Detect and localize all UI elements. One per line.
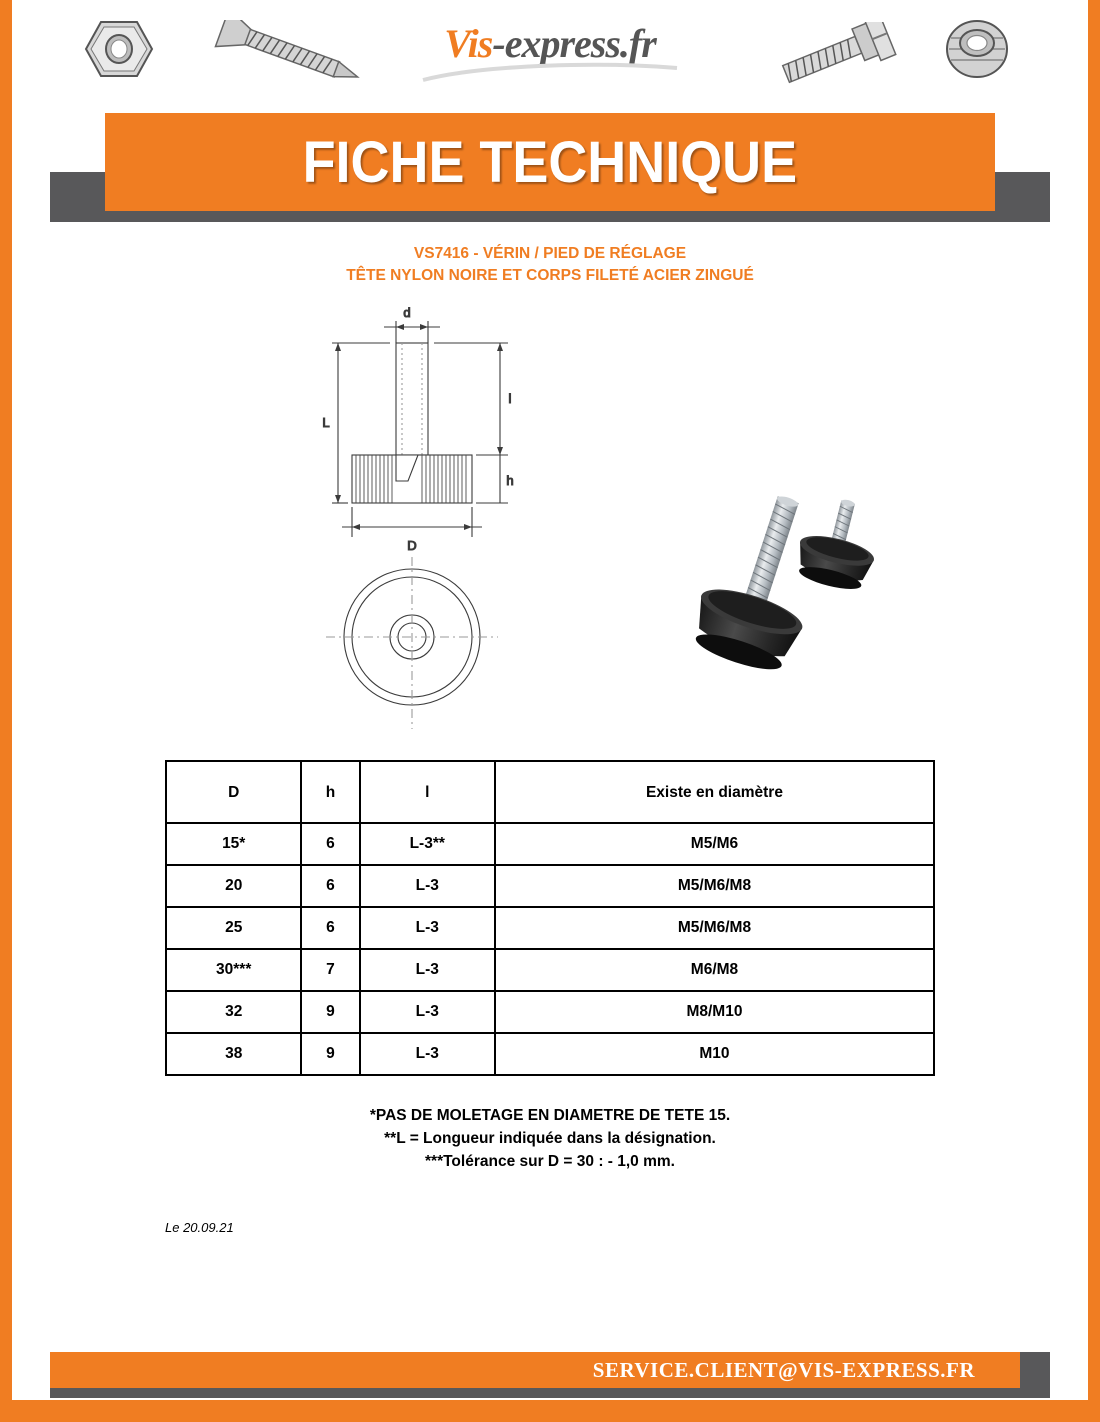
dim-label-l: l — [508, 391, 512, 406]
table-cell: L-3 — [360, 949, 495, 991]
table-cell: 32 — [166, 991, 301, 1033]
table-row — [166, 1033, 934, 1075]
table-header-cell: Existe en diamètre — [495, 761, 934, 823]
logo-secondary: -express.fr — [492, 21, 656, 66]
page-header — [12, 0, 1088, 104]
brand-logo — [444, 20, 656, 67]
footer-bar — [50, 1352, 1020, 1388]
table-cell: M5/M6/M8 — [495, 865, 934, 907]
dim-label-d: d — [403, 305, 411, 320]
contact-email[interactable]: SERVICE.CLIENT@VIS-EXPRESS.FR — [592, 1357, 975, 1382]
drawing-area — [12, 300, 1088, 740]
table-cell: 7 — [301, 949, 359, 991]
table-cell: 9 — [301, 1033, 359, 1075]
table-cell: L-3 — [360, 1033, 495, 1075]
table-header-row — [166, 761, 934, 823]
table-row — [166, 865, 934, 907]
bottom-accent-strip — [0, 1400, 1100, 1422]
table-cell: 15* — [166, 823, 301, 865]
table-cell: 20 — [166, 865, 301, 907]
logo-swoosh-icon — [415, 62, 685, 84]
title-banner — [105, 113, 995, 211]
table-cell: 6 — [301, 823, 359, 865]
table-cell: L-3 — [360, 991, 495, 1033]
table-header-cell: h — [301, 761, 359, 823]
lock-nut-icon — [944, 16, 1010, 82]
table-cell: M8/M10 — [495, 991, 934, 1033]
product-description: TÊTE NYLON NOIRE ET CORPS FILETÉ ACIER ZINGUÉ — [346, 267, 754, 284]
table-cell: M5/M6/M8 — [495, 907, 934, 949]
table-header-cell: D — [166, 761, 301, 823]
technical-drawing — [312, 305, 572, 735]
footnotes — [0, 1104, 1100, 1173]
dim-label-h: h — [506, 473, 514, 488]
table-cell: M6/M8 — [495, 949, 934, 991]
hex-nut-icon — [84, 18, 154, 80]
product-subtitle — [0, 243, 1100, 287]
table-cell: 9 — [301, 991, 359, 1033]
hex-bolt-icon — [778, 22, 898, 84]
specification-table — [165, 760, 935, 1076]
table-cell: 6 — [301, 907, 359, 949]
table-cell: L-3 — [360, 907, 495, 949]
logo-primary: Vis — [444, 21, 493, 66]
left-accent-rail — [0, 0, 12, 1422]
table-row — [166, 823, 934, 865]
right-accent-rail — [1088, 0, 1100, 1422]
table-cell: 25 — [166, 907, 301, 949]
product-photo-small — [772, 495, 902, 615]
table-row — [166, 949, 934, 991]
footnote-1: *PAS DE MOLETAGE EN DIAMETRE DE TETE 15. — [369, 1107, 731, 1124]
table-cell: M10 — [495, 1033, 934, 1075]
table-cell: 38 — [166, 1033, 301, 1075]
table-row — [166, 991, 934, 1033]
wood-screw-icon — [212, 20, 367, 85]
table-cell: L-3** — [360, 823, 495, 865]
revision-date: Le 20.09.21 — [165, 1220, 234, 1235]
footnote-2: **L = Longueur indiquée dans la désignation. — [384, 1130, 716, 1147]
dim-label-D: D — [407, 538, 417, 553]
table-cell: 6 — [301, 865, 359, 907]
dim-label-L: L — [322, 415, 330, 430]
page-title: FICHE TECHNIQUE — [302, 129, 798, 195]
product-reference: VS7416 - VÉRIN / PIED DE RÉGLAGE — [413, 245, 687, 262]
table-row — [166, 907, 934, 949]
table-cell: M5/M6 — [495, 823, 934, 865]
footnote-3: ***Tolérance sur D = 30 : - 1,0 mm. — [425, 1153, 675, 1170]
table-header-cell: l — [360, 761, 495, 823]
table-cell: L-3 — [360, 865, 495, 907]
table-cell: 30*** — [166, 949, 301, 991]
